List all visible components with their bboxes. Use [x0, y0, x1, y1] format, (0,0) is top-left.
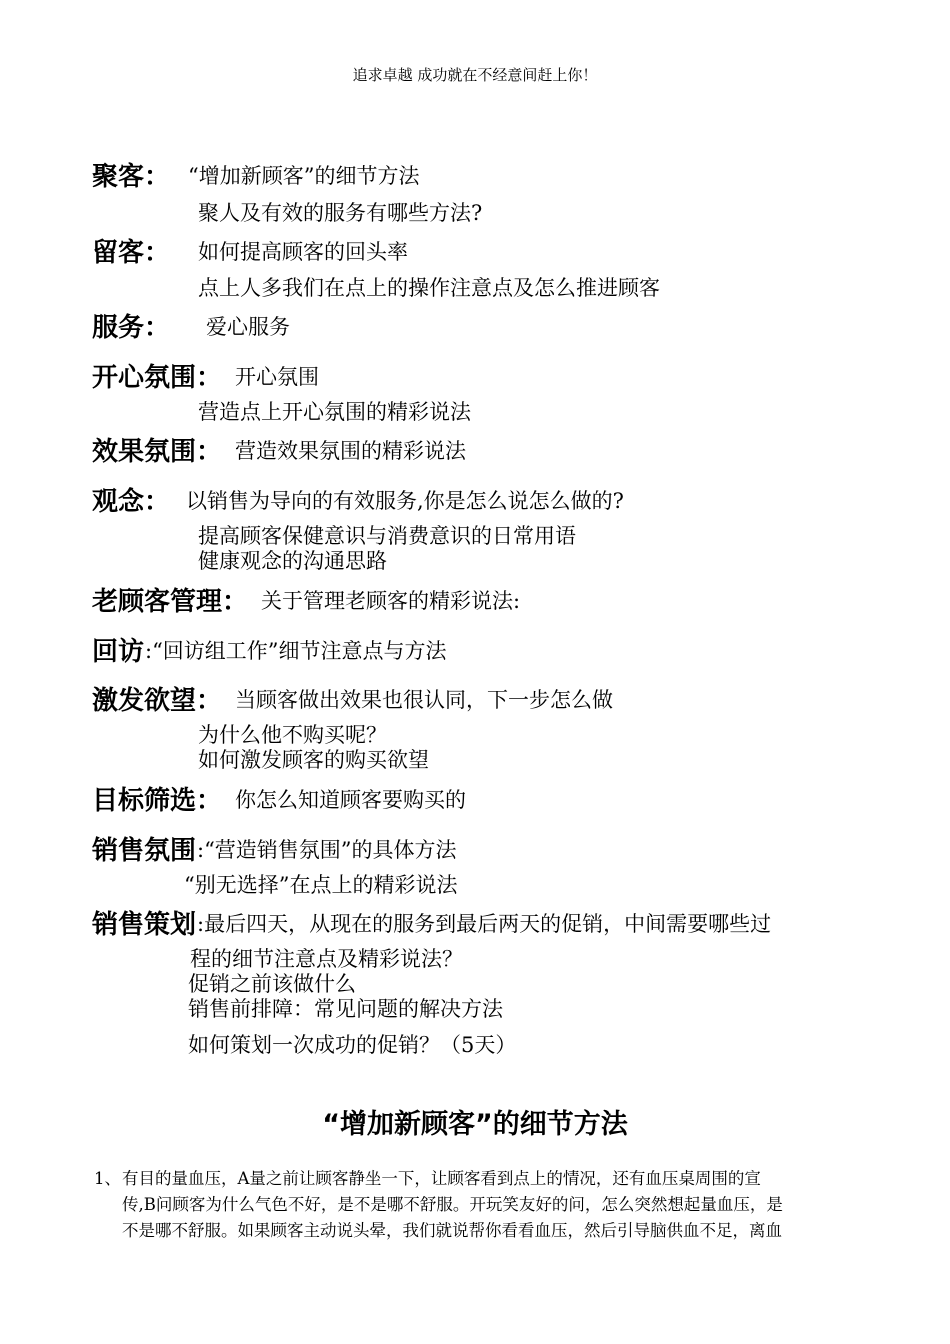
- section-line: 点上人多我们在点上的操作注意点及怎么推进顾客: [198, 276, 660, 300]
- section-line: 你怎么知道顾客要购买的: [235, 788, 466, 812]
- page-header: 追求卓越 成功就在不经意间赶上你！: [352, 66, 598, 84]
- section-line: 营造点上开心氛围的精彩说法: [198, 400, 471, 424]
- section-line: 销售前排障：常见问题的解决方法: [188, 997, 503, 1021]
- section-line: 如何策划一次成功的促销？（5天）: [188, 1033, 517, 1057]
- section-line: 程的细节注意点及精彩说法？: [190, 947, 463, 971]
- section-line: :最后四天，从现在的服务到最后两天的促销，中间需要哪些过: [197, 912, 772, 936]
- section-title: “增加新顾客”的细节方法: [322, 1109, 628, 1140]
- section-line: :“回访组工作”细节注意点与方法: [145, 639, 447, 663]
- section-label-mubiao: 目标筛选：: [92, 786, 223, 816]
- section-line: 营造效果氛围的精彩说法: [235, 439, 466, 463]
- section-line: “别无选择”在点上的精彩说法: [184, 873, 458, 897]
- section-line: 爱心服务: [206, 315, 290, 339]
- section-label-juke: 聚客：: [92, 162, 171, 192]
- section-line: 当顾客做出效果也很认同，下一步怎么做: [235, 688, 613, 712]
- section-label-xiaoguo: 效果氛围：: [92, 437, 223, 467]
- section-label-huifang: 回访: [92, 637, 145, 667]
- section-label-xiaoshou-cehua: 销售策划: [92, 910, 197, 940]
- section-label-guannian: 观念：: [92, 487, 171, 517]
- section-line: 如何激发顾客的购买欲望: [198, 748, 429, 772]
- section-line: 聚人及有效的服务有哪些方法?: [198, 201, 483, 225]
- section-line: 为什么他不购买呢？: [198, 723, 387, 747]
- section-label-liuke: 留客：: [92, 238, 171, 268]
- section-line: 促销之前该做什么: [188, 972, 356, 996]
- section-label-jifa: 激发欲望：: [92, 686, 223, 716]
- section-label-kaixin: 开心氛围：: [92, 363, 223, 393]
- section-line: 以销售为导向的有效服务,你是怎么说怎么做的?: [186, 489, 624, 513]
- paragraph-line: 不是哪不舒服。如果顾客主动说头晕，我们就说帮你看看血压，然后引导脑供血不足，离血: [122, 1221, 782, 1240]
- paragraph-1: [94, 1166, 864, 1244]
- section-line: :“营造销售氛围”的具体方法: [197, 838, 457, 862]
- section-label-xiaoshou-fenwei: 销售氛围: [92, 836, 197, 866]
- paragraph-number: 1、: [94, 1169, 121, 1188]
- section-line: 健康观念的沟通思路: [198, 549, 387, 573]
- section-line: “增加新顾客”的细节方法: [188, 164, 420, 188]
- section-line: 如何提高顾客的回头率: [198, 240, 408, 264]
- section-line: 提高顾客保健意识与消费意识的日常用语: [198, 524, 576, 548]
- section-label-laoguke: 老顾客管理：: [92, 587, 249, 617]
- paragraph-line: 有目的量血压，A量之前让顾客静坐一下，让顾客看到点上的情况，还有血压桌周围的宣: [122, 1169, 761, 1188]
- section-line: 关于管理老顾客的精彩说法:: [261, 589, 521, 613]
- paragraph-line: 传,B问顾客为什么气色不好，是不是哪不舒服。开玩笑友好的问，怎么突然想起量血压，是: [122, 1195, 783, 1214]
- section-label-fuwu: 服务：: [92, 313, 171, 343]
- section-line: 开心氛围: [235, 365, 319, 389]
